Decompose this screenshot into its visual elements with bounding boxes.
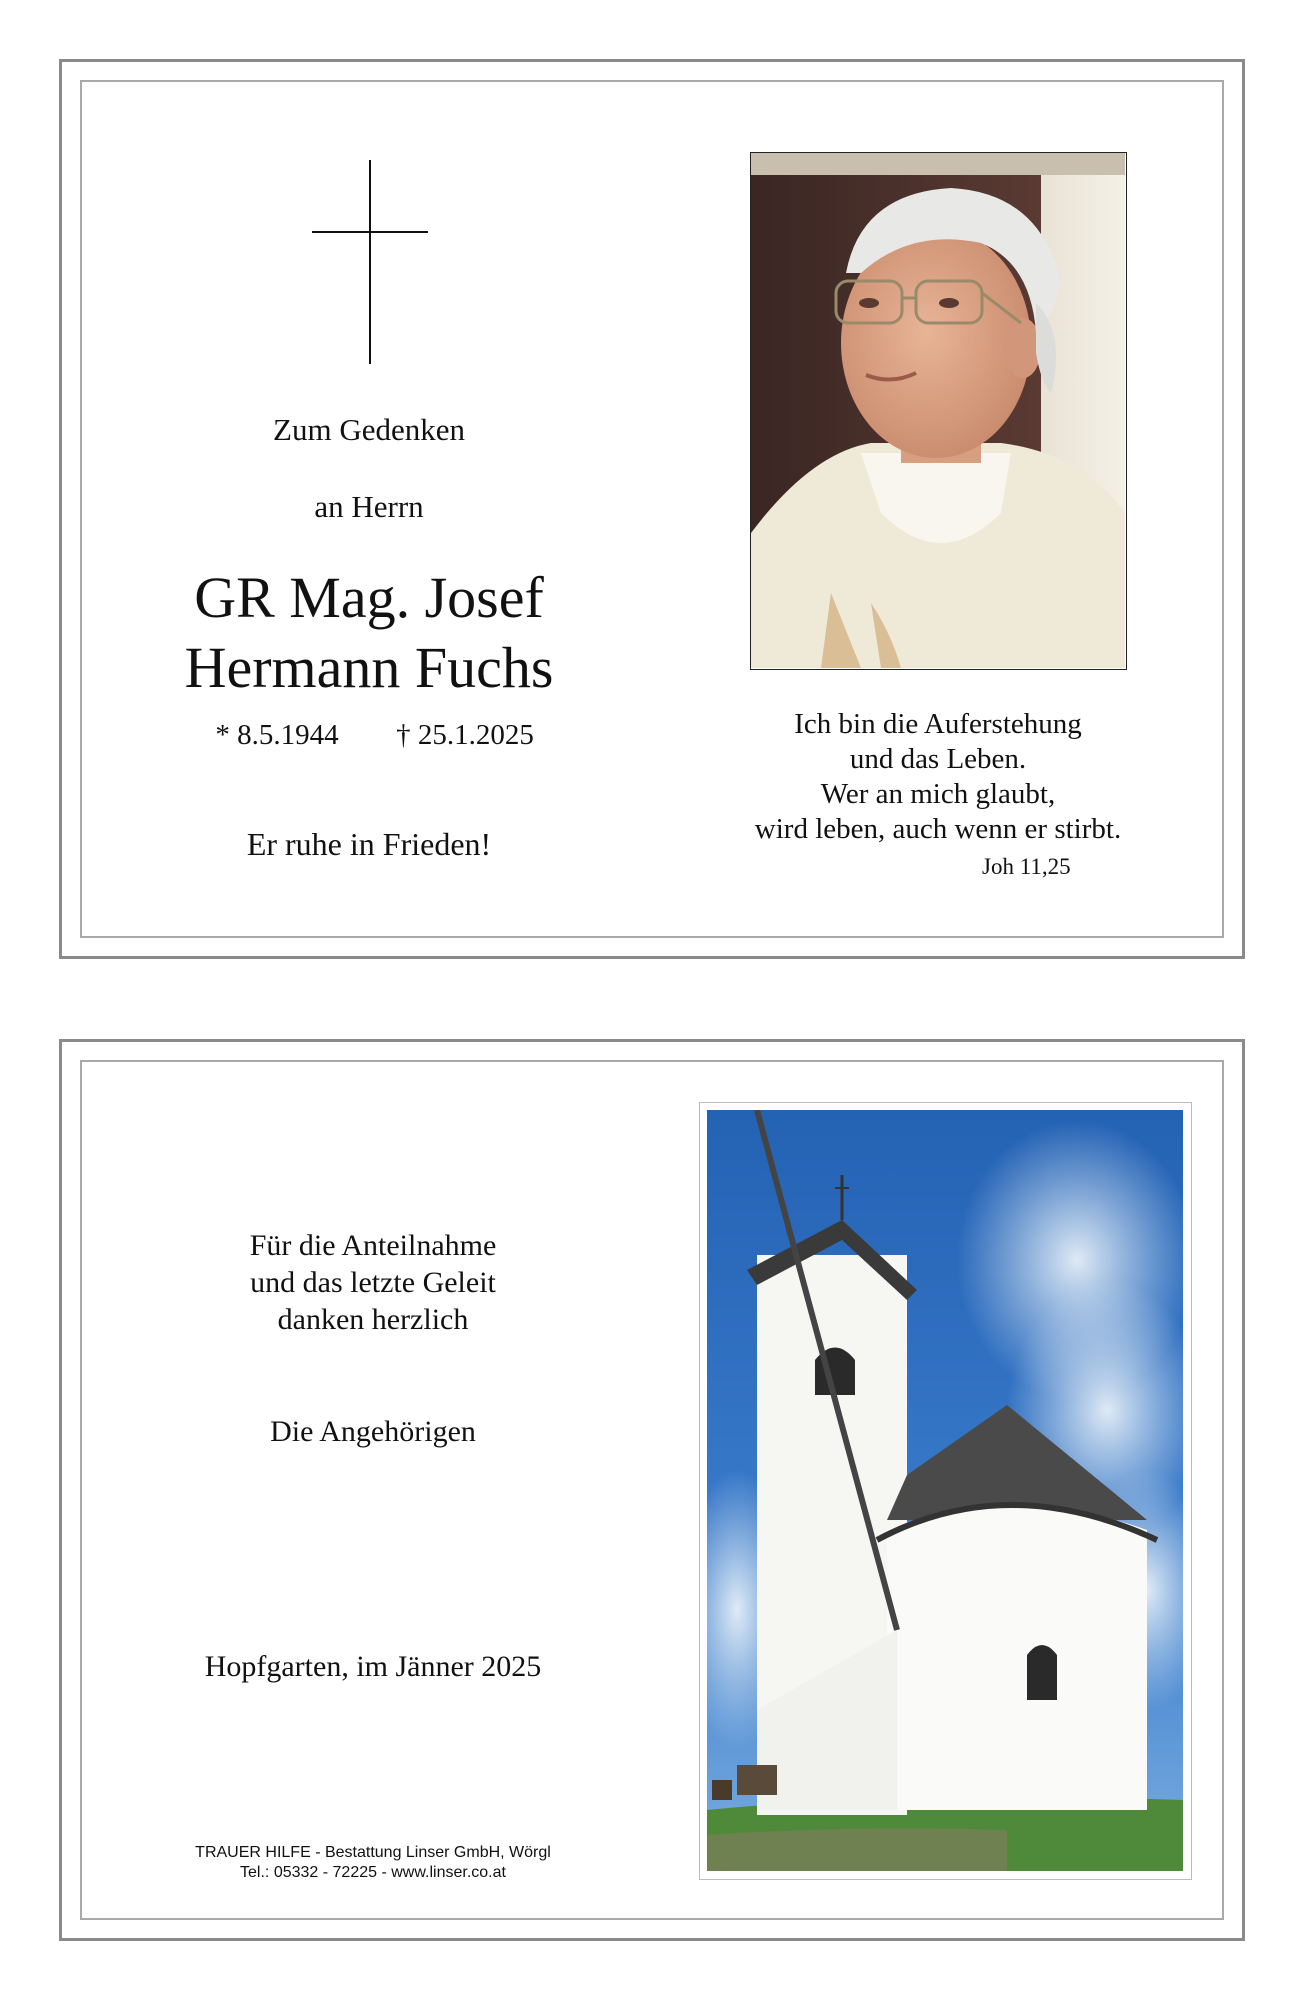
thanks-line: und das letzte Geleit [250, 1266, 496, 1299]
cross-icon [312, 160, 428, 364]
bible-verse-line: und das Leben. [849, 743, 1027, 775]
bible-verse [720, 707, 1156, 847]
church-photo [707, 1110, 1184, 1872]
deceased-name-line2: Hermann Fuchs [184, 635, 554, 700]
church-photo-frame [699, 1102, 1192, 1880]
bible-verse-reference: Joh 11,25 [982, 854, 1071, 879]
back-card [59, 1039, 1245, 1941]
death-date: † 25.1.2025 [396, 719, 534, 751]
deceased-name-line1: GR Mag. Josef [194, 565, 544, 630]
bible-verse-line: Ich bin die Auferstehung [794, 708, 1082, 740]
portrait-photo [750, 152, 1127, 670]
signature-family: Die Angehörigen [270, 1415, 476, 1448]
thanks-line: Für die Anteilnahme [249, 1229, 497, 1262]
farewell-text: Er ruhe in Frieden! [246, 826, 492, 862]
memorial-heading: Zum Gedenken [273, 412, 465, 447]
undertaker-name: TRAUER HILFE - Bestattung Linser GmbH, Wörgl [195, 1844, 551, 1861]
bible-verse-line: wird leben, auch wenn er stirbt. [754, 813, 1122, 845]
undertaker-contact: Tel.: 05332 - 72225 - www.linser.co.at [240, 1864, 506, 1881]
salutation: an Herrn [314, 489, 424, 524]
back-card-inner-frame [80, 1060, 1224, 1920]
place-and-date: Hopfgarten, im Jänner 2025 [204, 1650, 542, 1683]
thanks-line: danken herzlich [277, 1303, 469, 1336]
birth-date: * 8.5.1944 [215, 719, 339, 751]
bible-verse-line: Wer an mich glaubt, [820, 778, 1056, 810]
undertaker-info [82, 1843, 664, 1883]
thanks-text [82, 1227, 664, 1338]
front-card-inner-frame [80, 80, 1224, 938]
front-card [59, 59, 1245, 959]
